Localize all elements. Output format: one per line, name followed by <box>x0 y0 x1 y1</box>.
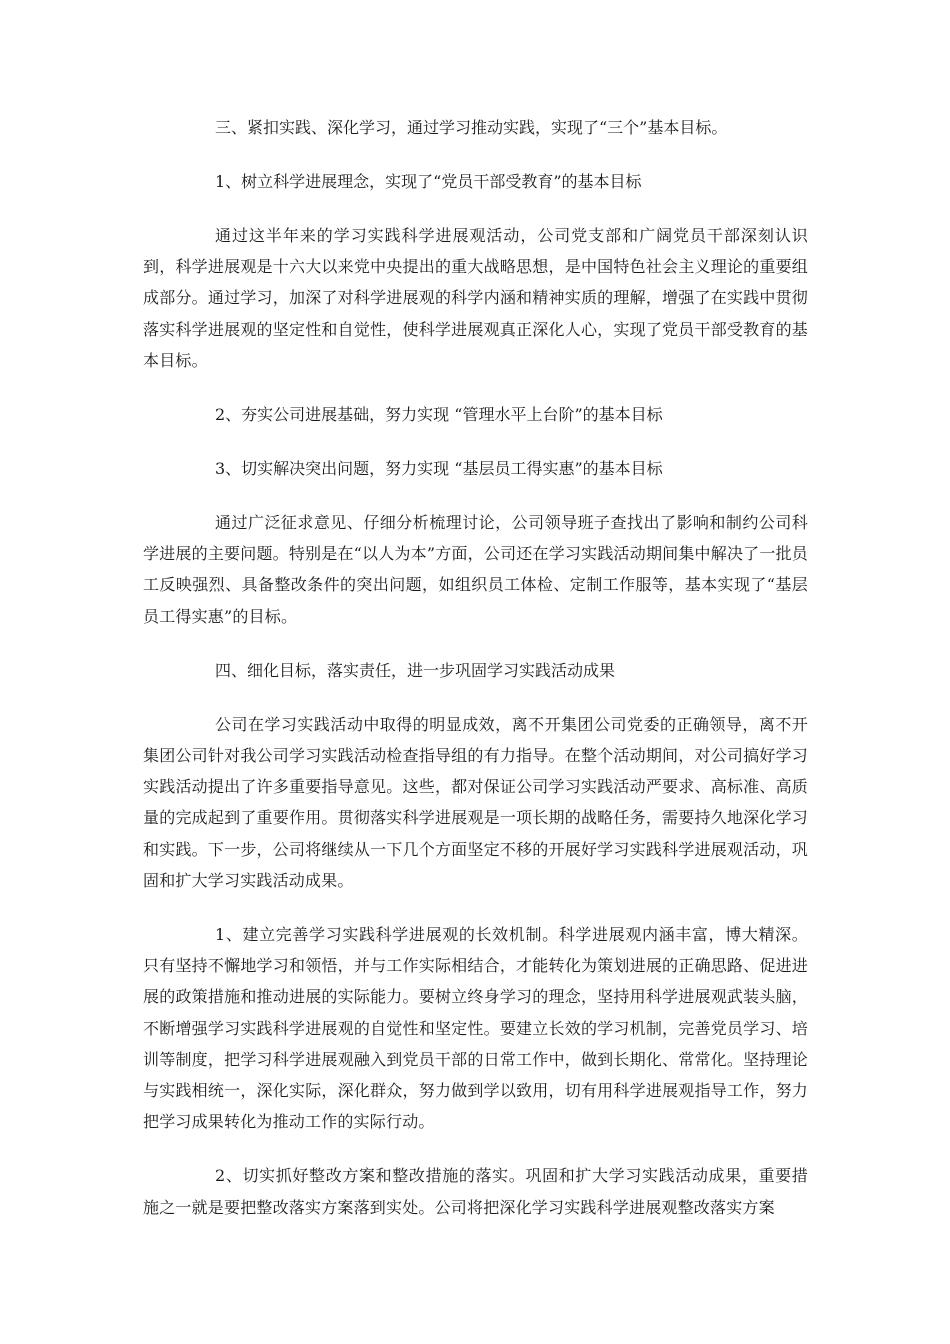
subheading-3-3: 3、切实解决突出问题，努力实现 “基层员工得实惠”的基本目标 <box>215 459 663 479</box>
paragraph-4-2: 2、切实抓好整改方案和整改措施的落实。巩固和扩大学习实践活动成果，重要措施之一就是要把整改落实方案落到实处。公司将把深化学习实践科学进展观整改落实方案 <box>143 1166 808 1217</box>
paragraph-3-1: 通过这半年来的学习实践科学进展观活动，公司党支部和广阔党员干部深刻认识到，科学进展观是十六大以来党中央提出的重大战略思想，是中国特色社会主义理论的重要组成部分。通过学习，加深了对科学进展观的科学内涵和精神实质的理解，增强了在实践中贯彻落实科学进展观的坚定性和自觉性，使科学进展观真正深化人心，实现了党员干部受教育的基本目标。 <box>143 226 808 370</box>
subheading-3-2: 2、夯实公司进展基础，努力实现 “管理水平上台阶”的基本目标 <box>215 405 663 425</box>
paragraph-4-1: 1、建立完善学习实践科学进展观的长效机制。科学进展观内涵丰富，博大精深。只有坚持不懈地学习和领悟，并与工作实际相结合，才能转化为策划进展的正确思路、促进进展的政策措施和推动进展的实际能力。要树立终身学习的理念，坚持用科学进展观武装头脑，不断增强学习实践科学进展观的自觉性和坚定性。要建立长效的学习机制，完善党员学习、培训等制度，把学习科学进展观融入到党员干部的日常工作中，做到长期化、常常化。坚持理论与实践相统一，深化实际，深化群众，努力做到学以致用，切有用科学进展观指导工作，努力把学习成果转化为推动工作的实际行动。 <box>143 925 808 1132</box>
paragraph-4-intro: 公司在学习实践活动中取得的明显成效，离不开集团公司党委的正确领导，离不开集团公司针对我公司学习实践活动检查指导组的有力指导。在整个活动期间，对公司搞好学习实践活动提出了许多重要指导意见。这些，都对保证公司学习实践活动严要求、高标准、高质量的完成起到了重要作用。贯彻落实科学进展观是一项长期的战略任务，需要持久地深化学习和实践。下一步，公司将继续从一下几个方面坚定不移的开展好学习实践科学进展观活动，巩固和扩大学习实践活动成果。 <box>143 714 808 890</box>
section-heading-3: 三、紧扣实践、深化学习，通过学习推动实践，实现了“三个”基本目标。 <box>215 118 728 137</box>
document-page <box>143 112 808 1223</box>
section-heading-4: 四、细化目标，落实责任，进一步巩固学习实践活动成果 <box>215 660 616 680</box>
paragraph-3-3: 通过广泛征求意见、仔细分析梳理讨论，公司领导班子查找出了影响和制约公司科学进展的主要问题。特别是在“以人为本”方面，公司还在学习实践活动期间集中解决了一批员工反映强烈、具备整改条件的突出问题，如组织员工体检、定制工作服等，基本实现了“基层员工得实惠”的目标。 <box>143 513 808 626</box>
subheading-3-1: 1、树立科学进展理念，实现了“党员干部受教育”的基本目标 <box>215 172 642 191</box>
